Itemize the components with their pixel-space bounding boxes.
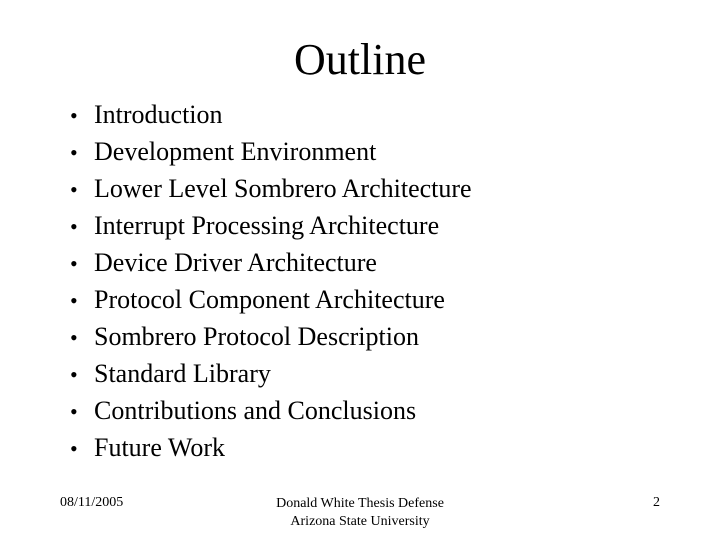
bullet-icon: • (70, 288, 78, 313)
bullet-text: Contributions and Conclusions (94, 396, 417, 425)
bullet-item (70, 429, 472, 466)
bullet-text: Development Environment (94, 137, 377, 166)
bullet-text: Device Driver Architecture (94, 248, 377, 277)
bullet-item (70, 170, 472, 207)
bullet-text: Protocol Component Architecture (94, 285, 445, 314)
bullet-text: Lower Level Sombrero Architecture (94, 174, 472, 203)
bullet-icon: • (70, 214, 78, 239)
bullet-text: Future Work (94, 433, 226, 462)
bullet-text: Introduction (94, 100, 223, 129)
bullet-item (70, 96, 472, 133)
bullet-item (70, 281, 472, 318)
bullet-icon: • (70, 177, 78, 202)
bullet-icon: • (70, 103, 78, 128)
bullet-icon: • (70, 436, 78, 461)
bullet-item (70, 133, 472, 170)
slide-title: Outline (294, 35, 426, 84)
bullet-icon: • (70, 325, 78, 350)
bullet-icon: • (70, 251, 78, 276)
bullet-item (70, 244, 472, 281)
bullet-text: Sombrero Protocol Description (94, 322, 419, 351)
bullet-item (70, 318, 472, 355)
bullet-item (70, 355, 472, 392)
bullet-item (70, 207, 472, 244)
bullet-icon: • (70, 140, 78, 165)
footer-center (210, 495, 510, 531)
bullet-icon: • (70, 362, 78, 387)
bullet-icon: • (70, 399, 78, 424)
bullet-item (70, 392, 472, 429)
footer-line-1: Donald White Thesis Defense (276, 496, 444, 511)
bullet-text: Standard Library (94, 359, 271, 388)
slide-number: 2 (653, 495, 660, 510)
footer-line-2: Arizona State University (290, 514, 430, 529)
footer-date: 08/11/2005 (60, 495, 124, 510)
bullet-list (70, 96, 472, 466)
bullet-text: Interrupt Processing Architecture (94, 211, 440, 240)
